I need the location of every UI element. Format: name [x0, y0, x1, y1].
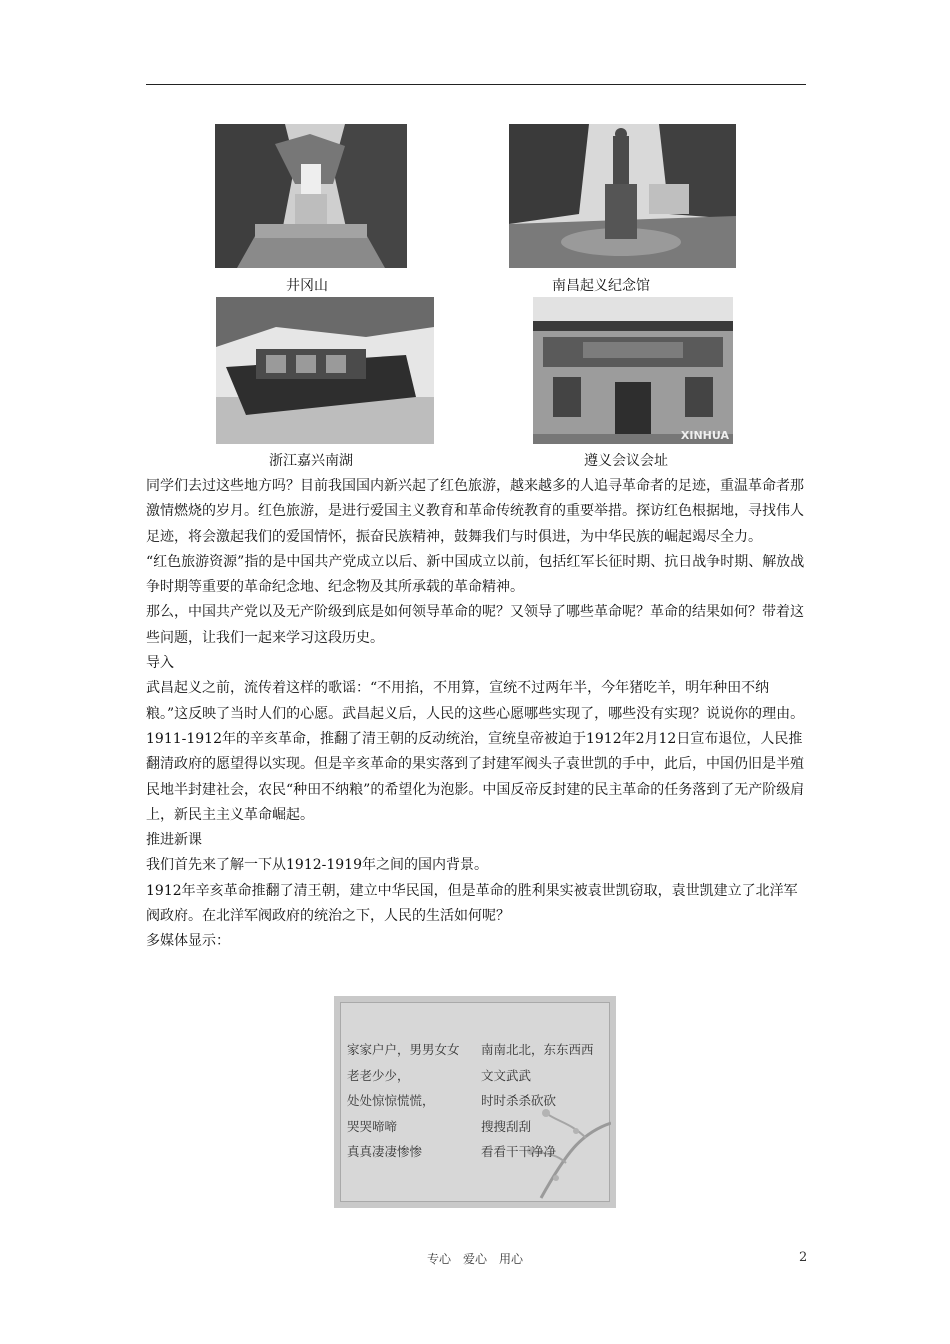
poem-right-column	[481, 1037, 594, 1165]
poem-line: 家家户户，男男女女	[347, 1042, 460, 1057]
poem-left-column	[347, 1037, 460, 1165]
paragraph-multimedia: 多媒体显示：	[146, 933, 230, 950]
heading-new-lesson: 推进新课	[146, 832, 202, 849]
paragraph-questions: 那么，中国共产党以及无产阶级到底是如何领导革命的呢？又领导了哪些革命呢？革命的结果如何？带着这些问题，让我们一起来学习这段历史。	[146, 604, 804, 646]
poem-line: 处处惊惊慌慌，	[347, 1093, 435, 1108]
paragraph-red-tourism-definition: “红色旅游资源”指的是中国共产党成立以后、新中国成立以前，包括红军长征时期、抗日战争时期、解放战争时期等重要的革命纪念地、纪念物及其所承载的革命精神。	[146, 553, 805, 596]
slide-frame	[340, 1002, 610, 1202]
caption-zunyi-site: 遵义会议会址	[584, 453, 668, 469]
caption-jiaxing-nanhu: 浙江嘉兴南湖	[269, 453, 353, 469]
multimedia-slide	[334, 996, 616, 1208]
photo-jinggangshan	[215, 124, 407, 268]
caption-nanchang-memorial: 南昌起义纪念馆	[552, 278, 650, 294]
poem-line: 搜搜刮刮	[481, 1118, 532, 1134]
photo-jiaxing-nanhu	[216, 297, 434, 444]
paragraph-1911-revolution: 1911-1912年的辛亥革命，推翻了清王朝的反动统治，宣统皇帝被迫于1912年2月12日宣布退位，人民推翻清政府的愿望得以实现。但是辛亥革命的果实落到了封建军阀头子袁世凯的手中，此后，中国仍旧是半殖民地半封建社会，农民“种田不纳粮”的希望化为泡影。中国反帝反封建的民主革命的任务落到了无产阶级肩上，新民主主义革命崛起。	[146, 730, 805, 823]
paragraph-background: 我们首先来了解一下从1912-1919年之间的国内背景。	[146, 857, 488, 874]
poem-line: 老老少少，	[347, 1067, 410, 1083]
photo-nanchang-memorial	[509, 124, 736, 268]
caption-jinggangshan: 井冈山	[286, 278, 328, 294]
poem-line: 时时杀杀砍砍	[481, 1093, 557, 1108]
page-number: 2	[799, 1250, 808, 1265]
poem-line: 南南北北，东东西西	[481, 1042, 594, 1057]
poem-line: 真真凄凄惨惨	[347, 1144, 423, 1159]
body-text	[146, 474, 810, 955]
photo-jinggangshan-art	[215, 124, 407, 268]
header-rule	[146, 84, 806, 85]
page-footer: 专心 爱心 用心	[426, 1252, 523, 1266]
paragraph-beiyang: 1912年辛亥革命推翻了清王朝，建立中华民国，但是革命的胜利果实被袁世凯窃取，袁世凯建立了北洋军阀政府。在北洋军阀政府的统治之下，人民的生活如何呢？	[146, 882, 798, 925]
heading-lead-in: 导入	[146, 655, 174, 672]
photo-watermark: XINHUA	[680, 429, 729, 442]
poem-line: 哭哭啼啼	[347, 1118, 398, 1134]
poem-line: 文文武武	[481, 1067, 532, 1083]
photo-zunyi-site	[533, 297, 733, 444]
paragraph-ballad: 武昌起义之前，流传着这样的歌谣：“不用掐，不用算，宣统不过两年半，今年猪吃羊，明年种田不纳粮。”这反映了当时人们的心愿。武昌起义后，人民的这些心愿哪些实现了，哪些没有实现？说说你的理由。	[146, 680, 805, 722]
paragraph-intro: 同学们去过这些地方吗？目前我国国内新兴起了红色旅游，越来越多的人追寻革命者的足迹，重温革命者那激情燃烧的岁月。红色旅游，是进行爱国主义教育和革命传统教育的重要举措。探访红色根据地，寻找伟人足迹，将会激起我们的爱国情怀，振奋民族精神，鼓舞我们与时俱进，为中华民族的崛起竭尽全力。	[146, 478, 804, 545]
photo-nanchang-art	[509, 124, 736, 268]
photo-zunyi-art	[533, 297, 733, 444]
poem-line: 看看干干净净	[481, 1144, 557, 1159]
photo-jiaxing-art	[216, 297, 434, 444]
